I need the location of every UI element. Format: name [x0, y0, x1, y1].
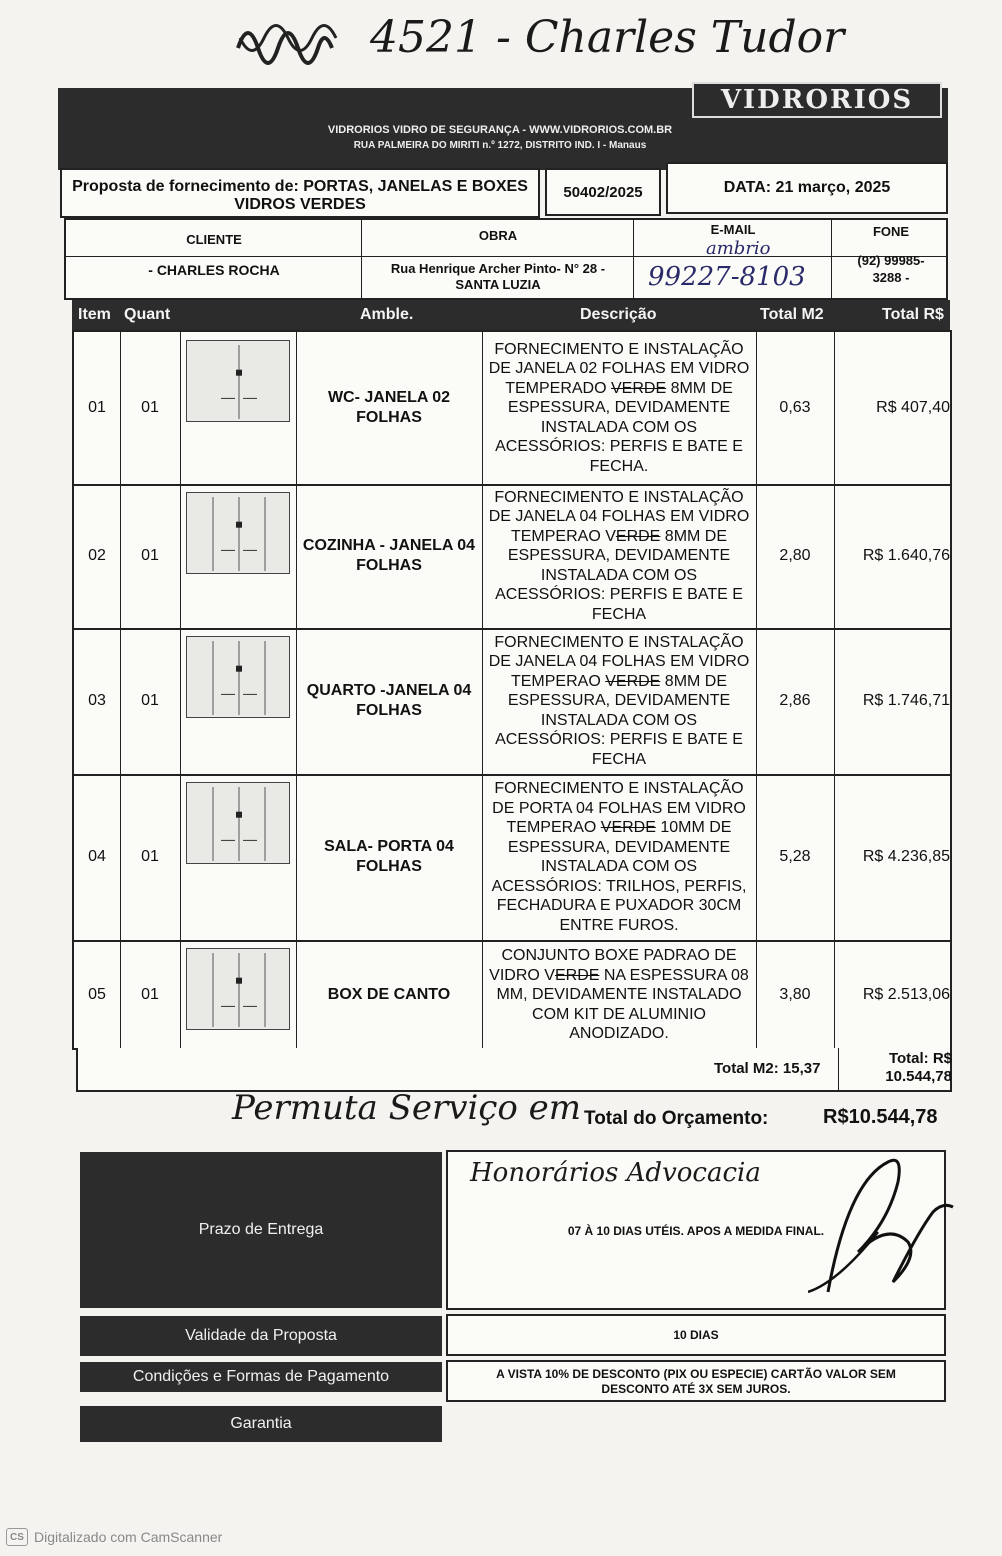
item-ambiente — [296, 940, 482, 1050]
item-description-line: FECHA. — [589, 457, 649, 475]
item-description-line: DE JANELA 02 FOLHAS EM VIDRO — [488, 360, 750, 378]
item-total: R$ 407,40 — [876, 399, 950, 416]
item-ambiente-line1: WC- JANELA 02 — [327, 389, 451, 406]
col-m2: Total M2 — [760, 306, 824, 323]
item-description-line: FECHA — [591, 605, 647, 623]
email-handwritten-1: ambrio — [706, 238, 771, 259]
item-description-line: DE JANELA 04 FOLHAS EM VIDRO — [488, 508, 750, 526]
validade-value: 10 DIAS — [446, 1314, 946, 1356]
item-description-line: TEMPERAO VERDE 8MM DE — [510, 527, 728, 545]
item-description-line: MM, DEVIDAMENTE INSTALADO — [496, 986, 742, 1004]
item-ambiente-line1: SALA- PORTA 04 — [324, 838, 454, 855]
window-diagram-icon — [186, 782, 290, 864]
header-website: VIDRORIOS VIDRO DE SEGURANÇA - WWW.VIDRORIOS.COM.BR — [327, 124, 673, 136]
camscanner-icon: CS — [6, 1528, 28, 1546]
col-quant: Quant — [124, 306, 171, 323]
window-diagram-icon — [186, 492, 290, 574]
item-m2: 3,80 — [779, 986, 811, 1003]
email-handwritten-2: 99227-8103 — [648, 262, 806, 292]
item-description-line: TEMPERAO VERDE 8MM DE — [510, 672, 728, 690]
pagamento-line1: A VISTA 10% DE DESCONTO (PIX OU ESPECIE) CARTÃO VALOR SEM — [496, 1367, 896, 1381]
item-description-line: ENTRE FUROS. — [559, 916, 679, 934]
window-diagram-icon — [186, 636, 290, 718]
item-description-line: ACESSÓRIOS: PERFIS E BATE E — [495, 438, 743, 456]
col-item: Item — [78, 306, 111, 323]
prazo-entrega-box — [446, 1150, 946, 1310]
item-description-line: TEMPERADO VERDE 8MM DE — [505, 379, 733, 397]
item-number: 03 — [88, 692, 106, 709]
item-description-line: FECHADURA E PUXADOR 30CM — [496, 897, 742, 914]
pagamento-box — [446, 1360, 946, 1402]
item-ambiente-line1: BOX DE CANTO — [327, 986, 451, 1003]
totals-row — [76, 1048, 952, 1092]
handwritten-honorarios: Honorários Advocacia — [470, 1158, 761, 1188]
pagamento-line2: DESCONTO ATÉ 3X SEM JUROS. — [601, 1382, 791, 1396]
item-description-line: ESPESSURA, DEVIDAMENTE — [507, 692, 731, 710]
total-value-line1: Total: R$ — [888, 1050, 952, 1067]
item-description-line: FORNECIMENTO E INSTALAÇÃO — [494, 633, 744, 651]
proposal-number: 50402/2025 — [545, 168, 661, 216]
obra-label: OBRA — [478, 228, 518, 243]
item-ambiente — [296, 332, 482, 484]
items-table — [72, 330, 952, 1050]
obra-line2: SANTA LUZIA — [455, 277, 541, 292]
item-total: R$ 4.236,85 — [862, 848, 950, 865]
item-number: 05 — [88, 986, 106, 1003]
proposal-title-line1: Proposta de fornecimento de: PORTAS, JANELAS E BOXES — [72, 178, 528, 195]
header-address: RUA PALMEIRA DO MIRITI n.º 1272, DISTRITO IND. I - Manaus — [353, 140, 647, 151]
item-m2: 2,86 — [779, 692, 811, 709]
item-description — [482, 484, 756, 628]
fone-line2: 3288 - — [872, 270, 910, 285]
fone-label: FONE — [872, 224, 910, 239]
signature-mark — [808, 1142, 958, 1312]
item-ambiente — [296, 774, 482, 940]
handwritten-title — [230, 8, 870, 88]
item-description-line: ACESSÓRIOS: PERFIS E BATE E — [495, 586, 743, 604]
validade-label: Validade da Proposta — [80, 1316, 442, 1356]
item-description-line: FORNECIMENTO E INSTALAÇÃO — [494, 340, 744, 358]
item-ambiente — [296, 484, 482, 628]
item-description-line: ESPESSURA, DEVIDAMENTE — [507, 547, 731, 565]
prazo-entrega-label: Prazo de Entrega — [80, 1152, 442, 1308]
item-quantity: 01 — [141, 547, 159, 564]
col-amb: Amble. — [360, 306, 414, 323]
item-description-line: INSTALADA COM OS — [540, 566, 698, 584]
item-m2: 0,63 — [779, 399, 811, 416]
item-description — [482, 628, 756, 774]
item-description-line: VIDRO VERDE NA ESPESSURA 08 — [489, 966, 749, 984]
item-description-line: DE JANELA 04 FOLHAS EM VIDRO — [488, 653, 750, 671]
scanner-footer — [6, 1528, 222, 1546]
item-description-line: TEMPERAO VERDE 10MM DE — [506, 819, 732, 836]
item-quantity: 01 — [141, 986, 159, 1003]
item-ambiente-line1: QUARTO -JANELA 04 — [306, 682, 472, 699]
item-description-line: INSTALADA COM OS — [540, 711, 698, 729]
handwritten-permuta-note: Permuta Serviço em — [232, 1088, 582, 1128]
handwritten-title-text: 4521 - Charles Tudor — [370, 12, 845, 63]
item-description — [482, 332, 756, 484]
item-ambiente-line2: FOLHAS — [356, 858, 422, 875]
company-logo: VIDRORIOS — [692, 82, 942, 118]
item-description — [482, 940, 756, 1050]
garantia-label: Garantia — [80, 1406, 442, 1442]
item-description-line: ACESSÓRIOS: TRILHOS, PERFIS, — [491, 877, 747, 895]
item-m2: 2,80 — [779, 547, 811, 564]
item-description-line: CONJUNTO BOXE PADRAO DE — [501, 947, 737, 965]
item-quantity: 01 — [141, 692, 159, 709]
item-quantity: 01 — [141, 399, 159, 416]
prazo-entrega-value: 07 À 10 DIAS UTÉIS. APOS A MEDIDA FINAL. — [567, 1224, 825, 1238]
col-total: Total R$ — [882, 306, 944, 323]
proposal-date: DATA: 21 março, 2025 — [666, 162, 948, 214]
item-number: 01 — [88, 399, 106, 416]
item-description-line: ACESSÓRIOS: PERFIS E BATE E — [495, 731, 743, 749]
window-diagram-icon — [186, 948, 290, 1030]
email-label: E-MAIL — [710, 222, 756, 237]
item-total: R$ 1.746,71 — [862, 692, 950, 709]
obra-line1: Rua Henrique Archer Pinto- N° 28 - — [390, 261, 606, 276]
item-description-line: INSTALADA COM OS — [540, 858, 698, 875]
item-m2: 5,28 — [779, 848, 811, 865]
item-description-line: COM KIT DE ALUMINIO — [532, 1005, 706, 1023]
item-ambiente-line1: COZINHA - JANELA 04 — [302, 537, 476, 554]
grand-total-label: Total do Orçamento: — [584, 1108, 769, 1129]
item-description-line: ESPESSURA, DEVIDAMENTE — [507, 399, 731, 417]
item-ambiente-line2: FOLHAS — [356, 409, 422, 426]
item-description-line: ANODIZADO. — [569, 1025, 669, 1043]
item-description-line: DE PORTA 04 FOLHAS EM VIDRO — [492, 799, 746, 817]
item-total: R$ 2.513,06 — [862, 986, 950, 1003]
total-m2: Total M2: 15,37 — [714, 1060, 821, 1077]
item-ambiente — [296, 628, 482, 774]
item-description-line: INSTALADA COM OS — [540, 418, 698, 436]
proposal-title — [60, 168, 540, 218]
item-ambiente-line2: FOLHAS — [356, 702, 422, 719]
pagamento-label: Condições e Formas de Pagamento — [80, 1362, 442, 1392]
grand-total-value: R$10.544,78 — [823, 1106, 938, 1128]
item-number: 02 — [88, 547, 106, 564]
fone-line1: (92) 99985- — [857, 253, 925, 268]
cliente-label: CLIENTE — [186, 232, 242, 247]
item-description-line: FORNECIMENTO E INSTALAÇÃO — [494, 780, 744, 797]
item-description-line: FORNECIMENTO E INSTALAÇÃO — [494, 488, 744, 506]
col-desc: Descrição — [580, 306, 657, 323]
total-value-line2: 10.544,78 — [885, 1068, 952, 1085]
cliente-value: - CHARLES ROCHA — [148, 262, 280, 278]
scanner-footer-text: Digitalizado com CamScanner — [34, 1529, 223, 1545]
items-table-header — [72, 300, 950, 330]
item-number: 04 — [88, 848, 106, 865]
item-description — [482, 774, 756, 940]
proposal-title-line2: VIDROS VERDES — [234, 196, 366, 213]
window-diagram-icon — [186, 340, 290, 422]
item-ambiente-line2: FOLHAS — [356, 557, 422, 574]
item-quantity: 01 — [141, 848, 159, 865]
client-info-table — [64, 218, 948, 300]
item-total: R$ 1.640,76 — [862, 547, 950, 564]
item-description-line: ESPESSURA, DEVIDAMENTE — [507, 838, 731, 856]
item-description-line: FECHA — [591, 750, 647, 768]
